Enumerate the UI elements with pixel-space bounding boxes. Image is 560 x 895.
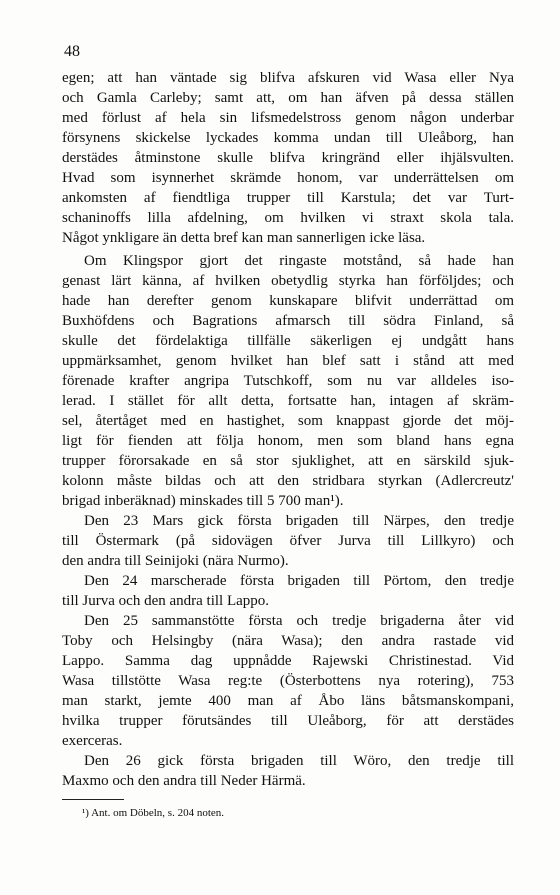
paragraph-2 (62, 251, 514, 511)
text-line: kolonn måste bildas och att den stridbara styrkan (Adlercreutz' (62, 473, 514, 489)
text-line: Wasa tillstötte Wasa reg:te (Österbottens nya rotering), 753 (62, 673, 514, 689)
text-line: Något ynkligare än detta bref kan man sannerligen icke läsa. (62, 230, 426, 246)
text-line: Om Klingspor gjort det ringaste motstånd, så hade han (84, 253, 514, 269)
text-line: brigad inberäknad) minskades till 5 700 man¹). (62, 493, 344, 509)
text-line: och Gamla Carleby; samt att, om han äfven på dessa ställen (62, 90, 514, 106)
text-line: ligt för fienden att följa honom, men som bland hans egna (62, 433, 514, 449)
text-line: sel, återtåget med en hastighet, som knappast gjorde det möj- (62, 413, 514, 429)
text-line: Den 24 marscherade första brigaden till Pörtom, den tredje (84, 573, 514, 589)
page-number: 48 (64, 43, 80, 60)
text-line: Maxmo och den andra till Neder Härmä. (62, 773, 306, 789)
text-line: uppmärksamhet, genom hvilket han blef satt i stånd att med (62, 353, 514, 369)
footnote-rule (62, 799, 124, 800)
text-line: Hvad som isynnerhet skrämde honom, var underrättelsen om (62, 170, 514, 186)
paragraph-5 (62, 611, 514, 751)
text-line: Toby och Helsingby (nära Wasa); den andra rastade vid (62, 633, 514, 649)
paragraph-4 (62, 571, 514, 611)
text-line: hade han derefter genom kunskapare blifvit underrättad om (62, 293, 514, 309)
text-line: skulle det fördelaktiga tillfälle säkerligen ej undgått hans (62, 333, 514, 349)
body-text (62, 68, 514, 791)
text-line: förenade krafter angripa Tutschkoff, som nu var alldeles iso- (62, 373, 514, 389)
text-line: lerad. I stället för allt detta, fortsatte han, intagen af skräm- (62, 393, 514, 409)
text-line: Den 23 Mars gick första brigaden till Närpes, den tredje (84, 513, 514, 529)
text-line: schaninoffs lilla afdelning, om hvilken vi straxt skola tala. (62, 210, 514, 226)
text-line: man starkt, jemte 400 man af Åbo läns båtsmanskompani, (62, 693, 514, 709)
text-line: Lappo. Samma dag uppnådde Rajewski Christinestad. Vid (62, 653, 514, 669)
text-line: hvilka trupper förutsändes till Uleåborg, för att derstädes (62, 713, 514, 729)
text-line: till Östermark (på sidovägen öfver Jurva till Lillkyro) och (62, 533, 514, 549)
paragraph-1 (62, 68, 514, 248)
text-line: Buxhöfdens och Bagrations afmarsch till södra Finland, så (62, 313, 514, 329)
text-line: egen; att han väntade sig blifva afskuren vid Wasa eller Nya (62, 70, 514, 86)
text-line: trupper förorsakade en så stor sjuklighet, att en särskild sjuk- (62, 453, 514, 469)
paragraph-3 (62, 511, 514, 571)
text-line: försynens skickelse lyckades komma undan till Uleåborg, han (62, 130, 514, 146)
text-line: till Jurva och den andra till Lappo. (62, 593, 270, 609)
text-line: den andra till Seinijoki (nära Nurmo). (62, 553, 289, 569)
text-line: ankomsten af fiendtliga trupper till Karstula; det var Turt- (62, 190, 514, 206)
text-line: genast lärt känna, af hvilken obetydlig styrka han förföljdes; och (62, 273, 514, 289)
text-line: derstädes åtminstone skulle blifva kringränd eller ihjälsvulten. (62, 150, 514, 166)
footnote: ¹) Ant. om Döbeln, s. 204 noten. (82, 807, 225, 819)
text-line: Den 25 sammanstötte första och tredje brigaderna åter vid (84, 613, 514, 629)
text-line: med förlust af hela sin lifsmedelstross genom någon underbar (62, 110, 514, 126)
paragraph-6 (62, 751, 514, 791)
text-line: exerceras. (62, 733, 123, 749)
text-line: Den 26 gick första brigaden till Wöro, den tredje till (84, 753, 514, 769)
